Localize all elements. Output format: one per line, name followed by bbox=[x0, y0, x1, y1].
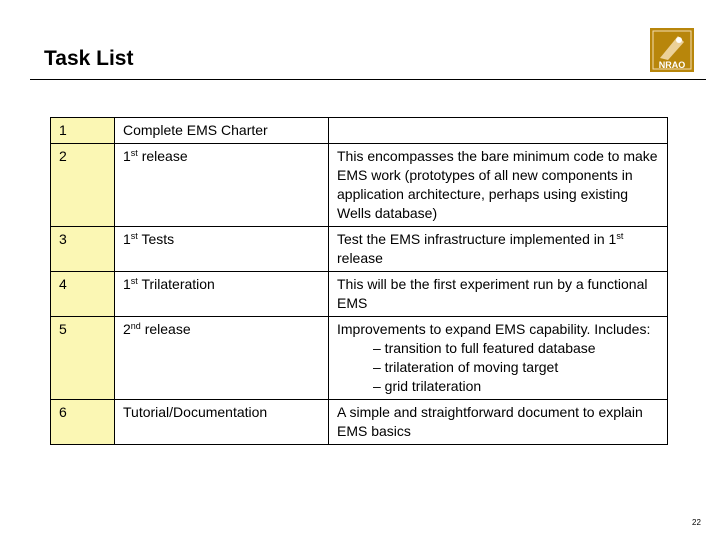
table-row bbox=[51, 317, 668, 400]
sub-bullet: – grid trilateration bbox=[373, 378, 482, 394]
row-number: 4 bbox=[51, 272, 115, 317]
task-description bbox=[329, 118, 668, 144]
sub-bullet: – trilateration of moving target bbox=[373, 359, 559, 375]
page-number: 22 bbox=[692, 518, 701, 527]
row-number: 6 bbox=[51, 400, 115, 445]
sub-bullet: – transition to full featured database bbox=[373, 340, 596, 356]
task-table bbox=[50, 117, 668, 445]
page-title: Task List bbox=[44, 47, 134, 70]
row-number: 2 bbox=[51, 144, 115, 227]
row-number: 1 bbox=[51, 118, 115, 144]
table-row bbox=[51, 227, 668, 272]
task-description: A simple and straightforward document to explain EMS basics bbox=[329, 400, 668, 445]
task-name: 1st Tests bbox=[115, 227, 329, 272]
task-description: Improvements to expand EMS capability. Includes: – transition to full featured database – trilateration of moving target – grid trilateration bbox=[329, 317, 668, 400]
task-name: Tutorial/Documentation bbox=[115, 400, 329, 445]
row-number: 3 bbox=[51, 227, 115, 272]
table-row bbox=[51, 400, 668, 445]
task-description: Test the EMS infrastructure implemented in 1st release bbox=[329, 227, 668, 272]
nrao-logo bbox=[650, 28, 694, 72]
task-name: Complete EMS Charter bbox=[115, 118, 329, 144]
title-divider bbox=[30, 79, 706, 80]
table-row bbox=[51, 144, 668, 227]
task-description: This encompasses the bare minimum code to make EMS work (prototypes of all new components in application architecture, perhaps using existing Wells database) bbox=[329, 144, 668, 227]
task-name: 1st release bbox=[115, 144, 329, 227]
logo-text: NRAO bbox=[658, 60, 686, 70]
task-name: 1st Trilateration bbox=[115, 272, 329, 317]
task-name: 2nd release bbox=[115, 317, 329, 400]
row-number: 5 bbox=[51, 317, 115, 400]
task-description: This will be the first experiment run by a functional EMS bbox=[329, 272, 668, 317]
table-row bbox=[51, 272, 668, 317]
table-row bbox=[51, 118, 668, 144]
